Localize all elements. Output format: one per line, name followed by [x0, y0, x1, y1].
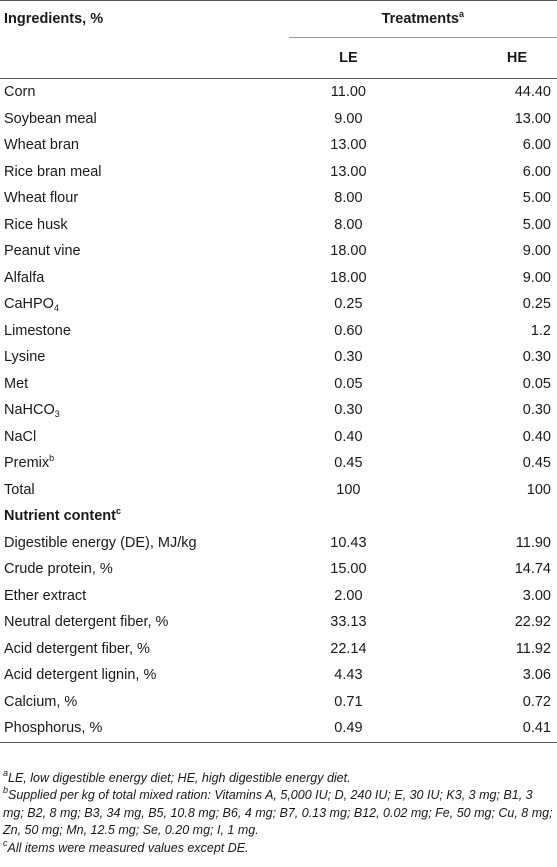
table-row — [0, 106, 557, 133]
le-value: 13.00 — [330, 137, 367, 154]
row-label-text: Digestible energy (DE), MJ/kg — [4, 534, 197, 551]
he-value: 9.00 — [522, 243, 551, 260]
table-row — [0, 79, 557, 106]
header-row-1 — [0, 1, 557, 38]
table-row — [0, 609, 557, 636]
he-value: 0.40 — [522, 428, 551, 445]
row-label — [0, 318, 289, 345]
row-label — [0, 530, 289, 557]
table-row — [0, 265, 557, 292]
footnote-a-text: LE, low digestible energy diet; HE, high digestible energy diet. — [8, 771, 351, 785]
table-row — [0, 715, 557, 742]
footnote-b — [3, 787, 553, 839]
le-value: 11.00 — [330, 84, 366, 101]
table-row — [0, 583, 557, 610]
he-value: 6.00 — [522, 163, 551, 180]
footnote-c-text: All items were measured values except DE. — [7, 840, 249, 855]
row-label-text: Wheat bran — [4, 137, 79, 154]
section-row — [0, 503, 557, 530]
row-label — [0, 424, 289, 451]
table-row — [0, 530, 557, 557]
row-label-text: Lysine — [4, 349, 46, 366]
row-label-text: Crude protein, % — [4, 561, 113, 578]
row-label-text: Premix — [4, 455, 50, 472]
le-value: 9.00 — [334, 110, 363, 127]
table-row — [0, 159, 557, 186]
row-label — [0, 636, 289, 663]
footnote-c-mark: c — [3, 837, 8, 848]
row-label-text: Total — [4, 481, 35, 498]
he-value: 6.00 — [522, 137, 551, 154]
le-value: 0.25 — [334, 296, 363, 313]
footnote-a — [3, 770, 553, 787]
he-value: 0.30 — [522, 402, 551, 419]
le-value: 8.00 — [334, 216, 363, 233]
le-value: 0.60 — [334, 322, 363, 339]
header-row-2 — [0, 38, 557, 79]
row-label — [0, 291, 289, 318]
le-value: 100 — [336, 481, 361, 498]
he-value: 0.30 — [522, 349, 551, 366]
row-label-text: Rice bran meal — [4, 163, 102, 180]
table-row — [0, 477, 557, 504]
row-label-text: Alfalfa — [4, 269, 45, 286]
row-label-text: Corn — [4, 84, 36, 101]
le-value: 0.40 — [334, 428, 363, 445]
row-label — [0, 159, 289, 186]
footnotes — [3, 770, 553, 857]
table-row — [0, 450, 557, 477]
he-value: 11.92 — [515, 640, 551, 657]
row-label — [0, 477, 289, 504]
he-value: 0.45 — [522, 455, 551, 472]
row-label — [0, 397, 289, 424]
row-label — [0, 662, 289, 689]
row-label-text: Calcium, % — [4, 693, 78, 710]
row-label-text: NaCl — [4, 428, 37, 445]
row-label-text: Limestone — [4, 322, 71, 339]
le-value: 4.43 — [334, 667, 363, 684]
he-value: 13.00 — [514, 110, 551, 127]
he-value: 44.40 — [514, 84, 551, 101]
le-value — [289, 503, 409, 530]
le-value: 2.00 — [334, 587, 363, 604]
table-row — [0, 662, 557, 689]
row-label-text: Ether extract — [4, 587, 87, 604]
row-label — [0, 212, 289, 239]
he-value: 0.72 — [522, 693, 551, 710]
ingredients-header: Ingredients, % — [0, 1, 289, 38]
row-label — [0, 265, 289, 292]
table-row — [0, 371, 557, 398]
le-value: 13.00 — [330, 163, 367, 180]
le-value: 0.30 — [334, 349, 363, 366]
le-value: 0.49 — [289, 715, 409, 742]
le-value: 0.30 — [334, 402, 363, 419]
table-row — [0, 185, 557, 212]
le-value: 33.13 — [330, 614, 367, 631]
row-label-text: Wheat flour — [4, 190, 79, 207]
table-row — [0, 556, 557, 583]
he-value: 1.2 — [530, 322, 551, 339]
table-row — [0, 636, 557, 663]
he-value: 0.25 — [522, 296, 551, 313]
row-label — [0, 238, 289, 265]
le-value: 18.00 — [330, 243, 367, 260]
le-value: 15.00 — [330, 561, 367, 578]
le-value: 0.05 — [334, 375, 363, 392]
row-label — [0, 450, 289, 477]
row-label — [0, 371, 289, 398]
row-label-text: Neutral detergent fiber, % — [4, 614, 169, 631]
row-label-text: CaHPO — [4, 296, 54, 313]
he-value: 0.41 — [408, 715, 557, 742]
he-value: 5.00 — [522, 216, 551, 233]
table-row — [0, 318, 557, 345]
row-label-subscript: 3 — [54, 409, 60, 420]
row-label-text: Acid detergent fiber, % — [4, 640, 150, 657]
row-label-text: Phosphorus, % — [4, 720, 103, 737]
footnote-a-mark: a — [3, 768, 9, 778]
row-label — [0, 583, 289, 610]
table-row — [0, 397, 557, 424]
empty-header-cell — [0, 38, 289, 79]
le-value: 10.43 — [330, 534, 367, 551]
row-label-superscript: b — [49, 453, 55, 464]
footnote-b-text: Supplied per kg of total mixed ration: Vitamins A, 5,000 IU; D, 240 IU; E, 30 IU; K3, 3 mg; B1, 3 mg; B2, 8 mg; B3, 34 mg, B5, 10.8 mg; B6, 4 mg; B7, 0.13 mg; B12, 0.02 mg; Fe, 50 mg; Cu, 8 mg; Zn, 50 mg; Mn, 12.5 mg; Se, 0.20 mg; I, 1 mg. — [3, 788, 553, 838]
row-label — [0, 503, 289, 530]
he-header: HE — [408, 38, 557, 79]
row-label-text: NaHCO — [4, 402, 55, 419]
treatments-header — [289, 1, 557, 38]
row-label-text: Nutrient content — [4, 508, 116, 525]
table-row — [0, 238, 557, 265]
he-value: 5.00 — [522, 190, 551, 207]
he-value: 3.00 — [522, 587, 551, 604]
row-label-text: Rice husk — [4, 216, 68, 233]
he-value: 11.90 — [515, 534, 551, 551]
he-value: 14.74 — [514, 561, 551, 578]
table-row — [0, 132, 557, 159]
table-row — [0, 344, 557, 371]
treatments-label: Treatments — [381, 11, 459, 27]
row-label — [0, 106, 289, 133]
row-label — [0, 79, 289, 106]
le-value: 8.00 — [334, 190, 363, 207]
le-value: 0.71 — [334, 693, 363, 710]
row-label-text: Acid detergent lignin, % — [4, 667, 157, 684]
row-label — [0, 344, 289, 371]
row-label-text: Met — [4, 375, 29, 392]
footnote-c — [3, 837, 553, 857]
treatments-sup: a — [458, 9, 464, 19]
he-value: 100 — [526, 481, 551, 498]
row-label — [0, 689, 289, 716]
he-value: 0.05 — [522, 375, 551, 392]
table-row — [0, 291, 557, 318]
row-label — [0, 132, 289, 159]
row-label — [0, 715, 289, 742]
he-value: 22.92 — [514, 614, 551, 631]
footnote-b-mark: b — [3, 785, 9, 796]
row-label — [0, 609, 289, 636]
he-value: 9.00 — [522, 269, 551, 286]
he-value — [408, 503, 557, 530]
row-label-subscript: 4 — [53, 303, 59, 314]
le-value: 0.45 — [334, 455, 363, 472]
row-label-superscript: c — [115, 506, 121, 517]
row-label — [0, 185, 289, 212]
row-label-text: Peanut vine — [4, 243, 81, 260]
table-row — [0, 212, 557, 239]
row-label-text: Soybean meal — [4, 110, 97, 127]
table-row — [0, 424, 557, 451]
table-row — [0, 689, 557, 716]
row-label — [0, 556, 289, 583]
he-value: 3.06 — [522, 667, 551, 684]
le-value: 18.00 — [330, 269, 367, 286]
le-header: LE — [289, 38, 409, 79]
le-value: 22.14 — [330, 640, 367, 657]
